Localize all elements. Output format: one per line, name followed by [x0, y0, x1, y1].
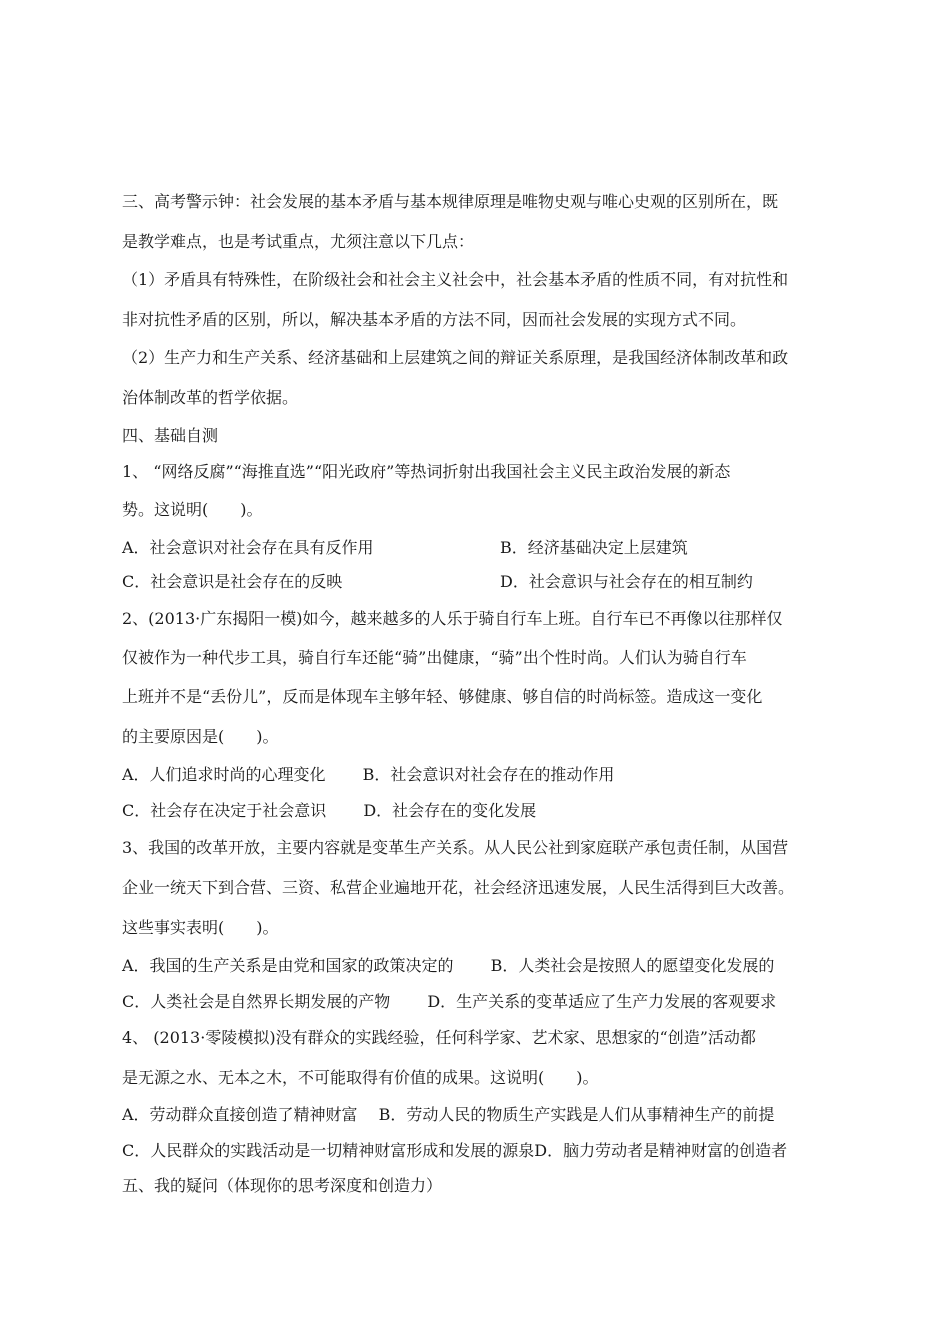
section3-title-line1: 三、高考警示钟：社会发展的基本矛盾与基本规律原理是唯物史观与唯心史观的区别所在，既	[122, 192, 779, 211]
q4-options-cd: C．人民群众的实践活动是一切精神财富形成和发展的源泉D．脑力劳动者是精神财富的创造者	[122, 1141, 788, 1160]
section5-title: 五、我的疑问（体现你的思考深度和创造力）	[122, 1176, 443, 1195]
section3-title-line2: 是教学难点，也是考试重点，尤须注意以下几点：	[122, 232, 475, 251]
q1-option-b: B．经济基础决定上层建筑	[500, 538, 688, 557]
q3-options-ab: A．我国的生产关系是由党和国家的政策决定的 B．人类社会是按照人的愿望变化发展的	[122, 956, 775, 975]
q3-stem-line2: 企业一统天下到合营、三资、私营企业遍地开花，社会经济迅速发展，人民生活得到巨大改善。	[122, 878, 795, 897]
q3-stem-line1: 3、我国的改革开放，主要内容就是变革生产关系。从人民公社到家庭联产承包责任制，从国营	[122, 838, 789, 857]
q3-options-cd: C．人类社会是自然界长期发展的产物 D．生产关系的变革适应了生产力发展的客观要求	[122, 992, 777, 1011]
q1-option-c: C．社会意识是社会存在的反映	[122, 572, 343, 591]
q2-options-ab: A．人们追求时尚的心理变化 B．社会意识对社会存在的推动作用	[122, 765, 615, 784]
q4-stem-line1: 4、 (2013·零陵模拟)没有群众的实践经验，任何科学家、艺术家、思想家的“创造”活动都	[122, 1028, 756, 1047]
q4-stem-line2: 是无源之水、无本之木，不可能取得有价值的成果。这说明( )。	[122, 1068, 599, 1087]
section4-title: 四、基础自测	[122, 426, 219, 445]
section3-point1-line2: 非对抗性矛盾的区别，所以，解决基本矛盾的方法不同，因而社会发展的实现方式不同。	[122, 310, 747, 329]
q2-stem-line2: 仅被作为一种代步工具，骑自行车还能“骑”出健康，“骑”出个性时尚。人们认为骑自行车	[122, 648, 747, 667]
section3-point2-line2: 治体制改革的哲学依据。	[122, 388, 299, 407]
q1-stem-line1: 1、 “网络反腐”“海推直选”“阳光政府”等热词折射出我国社会主义民主政治发展的新态	[122, 462, 731, 481]
section3-point1-line1: （1）矛盾具有特殊性，在阶级社会和社会主义社会中，社会基本矛盾的性质不同，有对抗性和	[122, 270, 789, 289]
q2-stem-line4: 的主要原因是( )。	[122, 727, 279, 746]
q1-option-a: A．社会意识对社会存在具有反作用	[122, 538, 374, 557]
q4-options-ab: A．劳动群众直接创造了精神财富 B．劳动人民的物质生产实践是人们从事精神生产的前提	[122, 1105, 775, 1124]
q2-options-cd: C．社会存在决定于社会意识 D．社会存在的变化发展	[122, 801, 537, 820]
q3-stem-line3: 这些事实表明( )。	[122, 918, 279, 937]
q2-stem-line1: 2、(2013·广东揭阳一模)如今，越来越多的人乐于骑自行车上班。自行车已不再像以往那样仅	[122, 609, 783, 628]
q1-stem-line2: 势。这说明( )。	[122, 500, 263, 519]
q2-stem-line3: 上班并不是“丢份儿”，反而是体现车主够年轻、够健康、够自信的时尚标签。造成这一变化	[122, 687, 763, 706]
q1-option-d: D．社会意识与社会存在的相互制约	[500, 572, 753, 591]
section3-point2-line1: （2）生产力和生产关系、经济基础和上层建筑之间的辩证关系原理，是我国经济体制改革和政	[122, 348, 789, 367]
